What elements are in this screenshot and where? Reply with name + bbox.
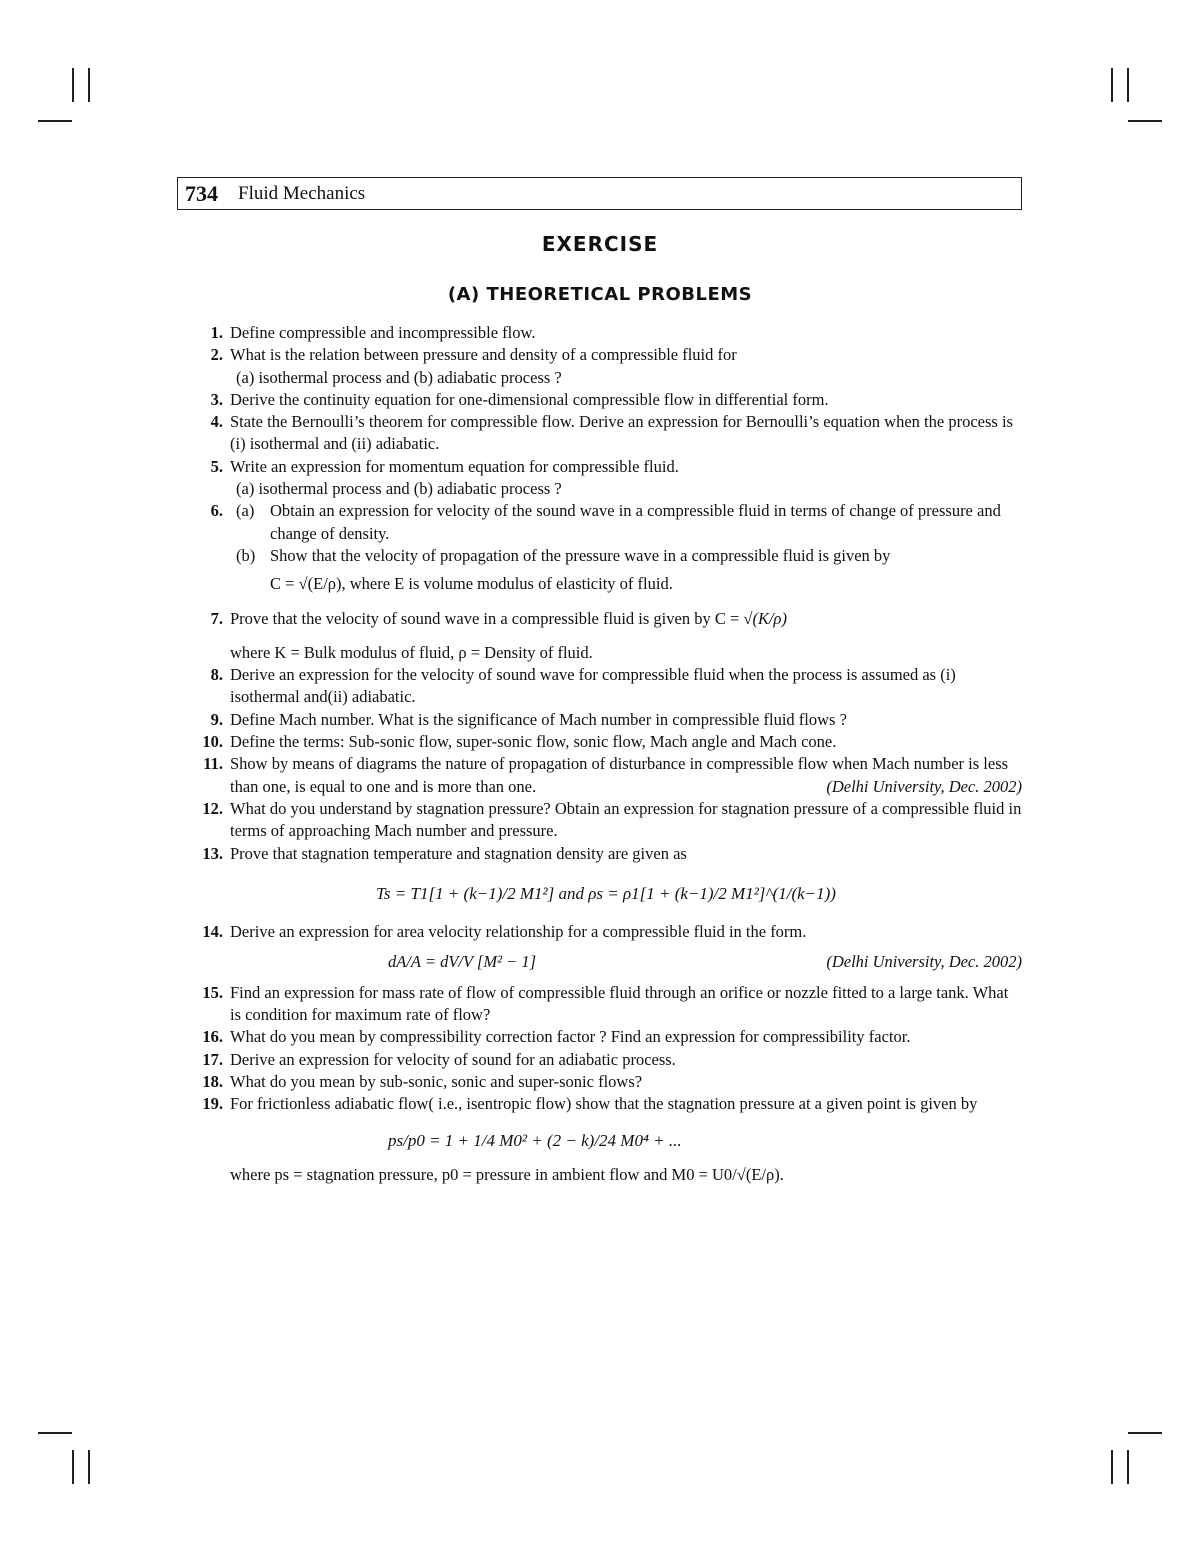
question-1: 1. Define compressible and incompressible flow. <box>210 323 536 342</box>
sound-velocity-formula: √(K/ρ) <box>743 608 787 628</box>
question-18: 18. What do you mean by sub-sonic, sonic and super-sonic flows? <box>202 1071 643 1091</box>
stagnation-pressure-formula: ps/p0 = 1 + 1/4 M0² + (2 − k)/24 M0⁴ + ... <box>388 1130 682 1150</box>
area-velocity-formula: dA/A = dV/V [M² − 1] <box>388 952 537 972</box>
question-13: 13. Prove that stagnation temperature and stagnation density are given as Ts = T1[1 + (k−1)/2 M1²] and ρs = ρ1[1 + (k−1)/2 M1²]^(1/(k−1)) <box>190 843 1022 906</box>
question-15: 15. Find an expression for mass rate of flow of compressible fluid through an orifice or nozzle fitted to a large tank. What is condition for maximum rate of flow? <box>202 982 1009 1025</box>
question-16: 16. What do you mean by compressibility correction factor ? Find an expression for compressibility factor. <box>202 1027 911 1047</box>
question-2: 2. What is the relation between pressure and density of a compressible fluid for (a) isothermal process and (b) adiabatic process ? <box>210 345 737 387</box>
question-6: 6. (a) Obtain an expression for velocity of the sound wave in a compressible fluid in terms of change of pressure and change of density. (b) Show that the velocity of propagation of the pressure wave in a compressible fluid is given by C = √(E/ρ), where E is volume modulus of elasticity of fluid. <box>190 500 1022 595</box>
page-number: 734 <box>185 181 218 206</box>
question-11: 11. Show by means of diagrams the nature of propagation of disturbance in compressible flow when Mach number is less than one, is equal to one and is more than one. (Delhi University, Dec. 2002) <box>190 753 1022 798</box>
crop-mark <box>1128 1432 1162 1434</box>
crop-mark <box>1111 68 1113 102</box>
running-header <box>177 177 1022 210</box>
question-12: 12. What do you understand by stagnation pressure? Obtain an expression for stagnation pressure of a compressible fluid in terms of approaching Mach number and pressure. <box>202 798 1022 841</box>
crop-mark <box>88 1450 90 1484</box>
question-10: 10. Define the terms: Sub-sonic flow, super-sonic flow, sonic flow, Mach angle and Mach cone. <box>202 732 837 752</box>
crop-mark <box>38 1432 72 1434</box>
velocity-formula: C = √(E/ρ), where E is volume modulus of elasticity of fluid. <box>270 574 673 594</box>
crop-mark <box>72 1450 74 1484</box>
crop-mark <box>1111 1450 1113 1484</box>
crop-mark <box>72 68 74 102</box>
crop-mark <box>1127 68 1129 102</box>
reference: (Delhi University, Dec. 2002) <box>826 776 1022 796</box>
question-19: 19. For frictionless adiabatic flow( i.e., isentropic flow) show that the stagnation pressure at a given point is given by ps/p0 = 1 + 1/4 M0² + (2 − k)/24 M0⁴ + ... where ps = stagnation pressure, p0 = pressure in ambient flow and M0 = U0/√(E/ρ). <box>190 1093 1022 1186</box>
theoretical-heading: (A) THEORETICAL PROBLEMS <box>447 284 753 305</box>
crop-mark <box>1128 120 1162 122</box>
question-17: 17. Derive an expression for velocity of sound for an adiabatic process. <box>202 1049 676 1069</box>
question-3: 3. Derive the continuity equation for one-dimensional compressible flow in differential form. <box>210 389 829 409</box>
book-title: Fluid Mechanics <box>238 183 366 204</box>
question-4: 4. State the Bernoulli’s theorem for compressible flow. Derive an expression for Bernoulli’s equation when the process is (i) isothermal and (ii) adiabatic. <box>210 412 1013 454</box>
question-14: 14. Derive an expression for area velocity relationship for a compressible fluid in the form. dA/A = dV/V [M² − 1] (Delhi University, Dec. 2002) <box>190 921 1022 974</box>
crop-mark <box>1127 1450 1129 1484</box>
crop-mark <box>38 120 72 122</box>
question-7: 7. Prove that the velocity of sound wave in a compressible fluid is given by C = √(K/ρ) where K = Bulk modulus of fluid, ρ = Density of fluid. <box>210 608 787 662</box>
stagnation-formula: Ts = T1[1 + (k−1)/2 M1²] and ρs = ρ1[1 + (k−1)/2 M1²]^(1/(k−1)) <box>376 883 836 903</box>
reference: (Delhi University, Dec. 2002) <box>826 952 1022 972</box>
crop-mark <box>88 68 90 102</box>
exercise-heading: EXERCISE <box>541 232 659 256</box>
question-8: 8. Derive an expression for the velocity of sound wave for compressible fluid when the process is assumed as (i) isothermal and(ii) adiabatic. <box>210 665 956 707</box>
question-5: 5. Write an expression for momentum equation for compressible fluid. (a) isothermal process and (b) adiabatic process ? <box>210 456 679 499</box>
question-9: 9. Define Mach number. What is the significance of Mach number in compressible fluid flows ? <box>210 709 847 729</box>
question-list <box>190 322 1022 1186</box>
